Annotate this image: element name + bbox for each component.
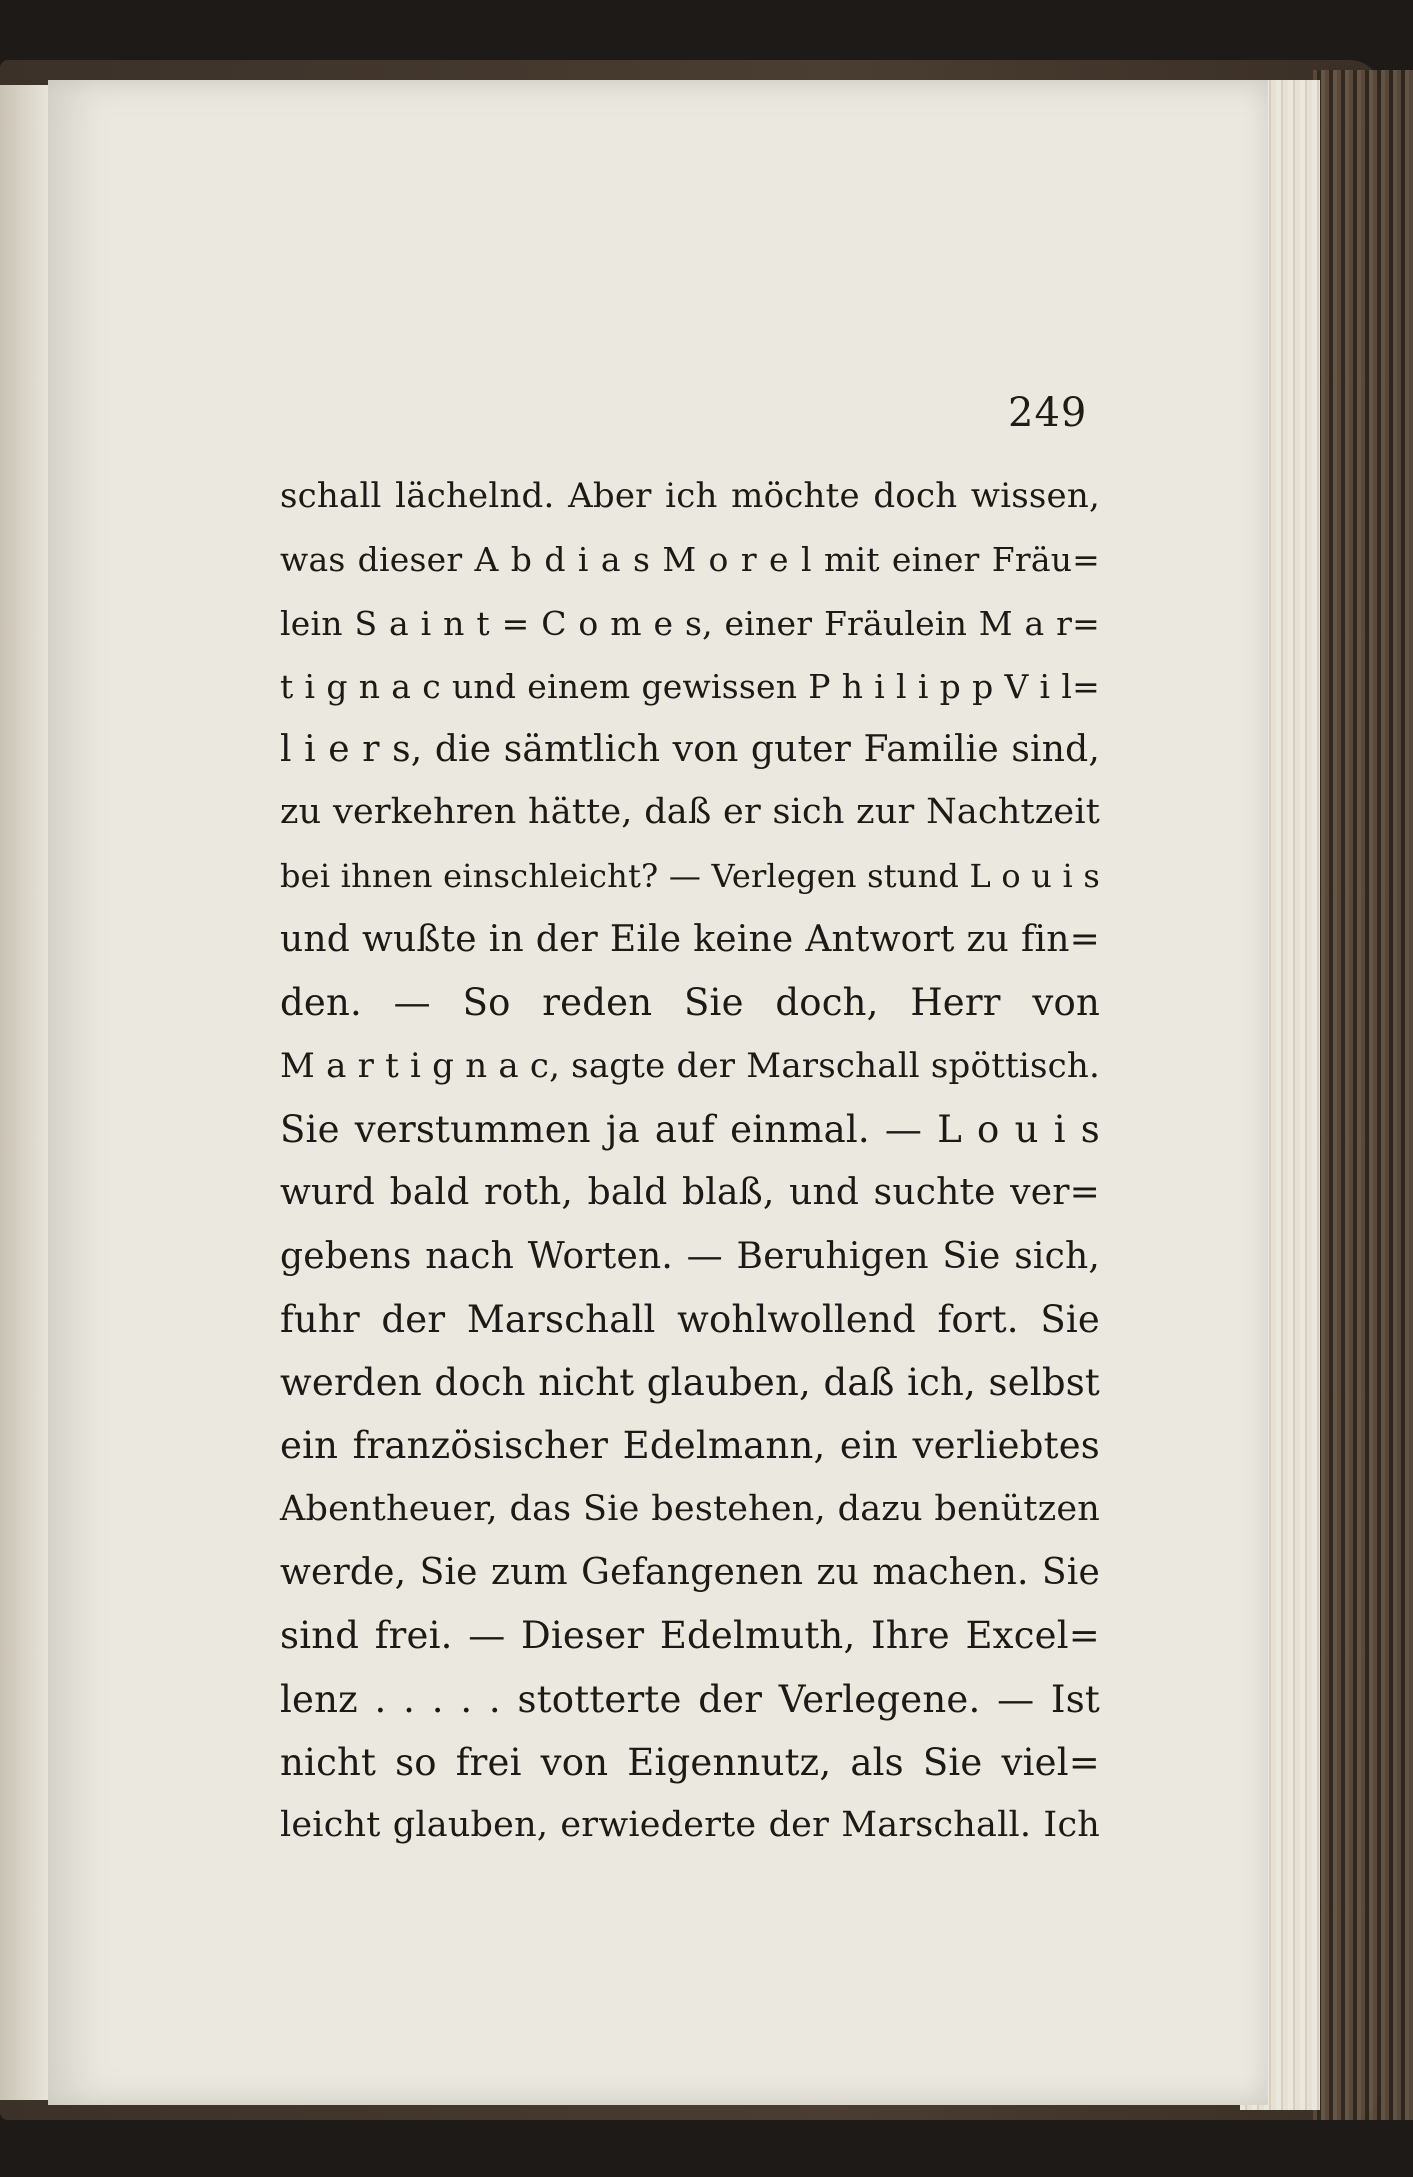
text-line: fuhr der Marschall wohlwollend fort. Sie xyxy=(280,1297,1100,1341)
page-number: 249 xyxy=(1008,390,1088,436)
text-line: ein französischer Edelmann, ein verliebtes xyxy=(280,1424,1100,1468)
body-text xyxy=(280,465,1100,1858)
text-line: zu verkehren hätte, daß er sich zur Nachtzeit xyxy=(280,792,1100,833)
left-page-edge xyxy=(0,85,48,2100)
text-line: sind frei. — Dieser Edelmuth, Ihre Excel= xyxy=(280,1614,1100,1658)
text-line: Abentheuer, das Sie bestehen, dazu benützen xyxy=(280,1488,1100,1529)
text-line: M a r t i g n a c, sagte der Marschall spöttisch. xyxy=(280,1045,1100,1086)
text-line: Sie verstummen ja auf einmal. — L o u i s xyxy=(280,1107,1100,1151)
text-line: nicht so frei von Eigennutz, als Sie viel= xyxy=(280,1740,1100,1784)
text-line: schall lächelnd. Aber ich möchte doch wissen, xyxy=(280,476,1100,516)
text-line: bei ihnen einschleicht? — Verlegen stund L o u i s xyxy=(280,856,1100,895)
book-page xyxy=(48,80,1268,2105)
text-line: was dieser A b d i a s M o r e l mit einer Fräu= xyxy=(280,540,1100,580)
text-line: werde, Sie zum Gefangenen zu machen. Sie xyxy=(280,1552,1100,1594)
text-line: werden doch nicht glauben, daß ich, selbst xyxy=(280,1361,1100,1405)
text-line: gebens nach Worten. — Beruhigen Sie sich, xyxy=(280,1235,1100,1277)
text-line: den. — So reden Sie doch, Herr von xyxy=(280,981,1100,1025)
text-line: leicht glauben, erwiederte der Marschall. Ich xyxy=(280,1805,1100,1846)
text-line: t i g n a c und einem gewissen P h i l i p p V i l= xyxy=(280,666,1100,706)
text-line: l i e r s, die sämtlich von guter Familie sind, xyxy=(280,729,1100,771)
cover-edge xyxy=(1313,70,1413,2120)
text-line: lenz . . . . . stotterte der Verlegene. — Ist xyxy=(280,1677,1100,1721)
text-line: und wußte in der Eile keine Antwort zu fin= xyxy=(280,919,1100,961)
text-line: wurd bald roth, bald blaß, und suchte ver= xyxy=(280,1172,1100,1214)
text-line: lein S a i n t = C o m e s, einer Fräulein M a r= xyxy=(280,603,1100,643)
